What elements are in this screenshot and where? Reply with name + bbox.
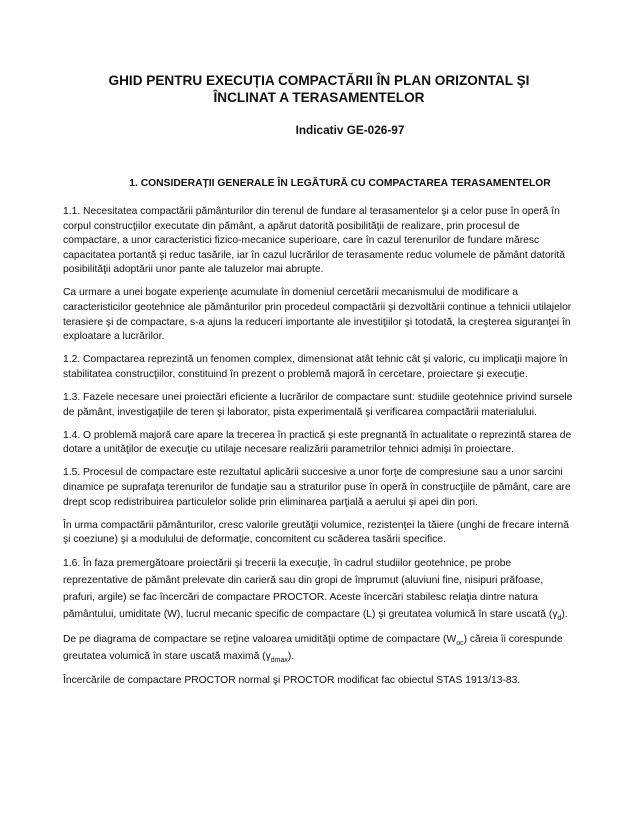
document-body [63,205,573,697]
gamma-symbol: γ [552,608,558,620]
paragraph-optimum-moisture [63,632,573,666]
title-line-2: ÎNCLINAT A TERASAMENTELOR [213,90,425,105]
optimum-moisture-text: De pe diagrama de compactare se reţine valoarea umidităţii optime de compactare (W [63,634,457,646]
w-subscript-oc: oc [456,640,464,648]
optimum-moisture-mid: ) căreia îi corespunde greutatea volumică în stare uscată maximă ( [63,634,563,662]
paragraph-1-4: 1.4. O problemă majoră care apare la trecerea în practică şi este pregnantă în actualitate o reprezintă starea de dotare a unităţilor de execuţie cu utilaje necesare realizării parametrilor tehnici admişi în proiectare. [63,429,572,456]
title-line-1: GHID PENTRU EXECUȚIA COMPACTĂRII ÎN PLAN ORIZONTAL ŞI [108,73,530,88]
paragraph-compaction-results: În urma compactării pământurilor, cresc valorile greutăţii volumice, rezistenţei la tăiere (unghi de frecare internă şi coeziune) şi a modulului de deformaţie, concomitent cu scăderea tasării specifice. [63,519,569,546]
paragraph-1-5: 1.5. Procesul de compactare este rezultatul aplicării succesive a unor forţe de compresiune sau a unor sarcini dinamice pe suprafaţa terenurilor de fundaţie sau a straturilor puse în operă în construcţiile de pământ, care are drept scop redistribuirea particulelor solide prin eliminarea parţială a aerului şi apei din pori. [63,467,571,508]
paragraph-1-2: 1.2. Compactarea reprezintă un fenomen complex, dimensionat atât tehnic cât şi valoric, cu implicaţii majore în stabilitatea construcţiilor, constituind în prezent o problemă majoră în cercetare, proiectare şi execuţie. [63,354,568,380]
paragraph-1-6 [63,556,573,623]
section-heading: 1. CONSIDERAȚII GENERALE ÎN LEGĂTURĂ CU COMPACTAREA TERASAMENTELOR [129,178,551,189]
document-indicativ: Indicativ GE-026-97 [295,123,405,137]
paragraph-1-6-text: 1.6. În faza premergătoare proiectării şi trecerii la execuţie, în cadrul studiilor geotehnice, pe probe reprezentative de pământ prelevate din carieră sau din gropi de împrumut (aluviuni fine, nisipuri prăfoase, prafuri, argile) se fac încercări de compactare PROCTOR. Aceste încercări stabilesc relaţia dintre natura pământului, umiditate (W), lucrul mecanic specific de compactare (L) şi greutatea volumică în stare uscată ( [63,558,553,620]
gamma-subscript-d: d [557,614,562,622]
gamma-subscript-dmax: dmax [270,656,288,664]
paragraph-1-1: 1.1. Necesitatea compactării pământurilor din terenul de fundare al terasamentelor şi a celor puse în operă în corpul construcţiilor executate din pământ, a apărut datorită posibilităţii de realizare, prin procesul de compactare, a unor caracteristici fizico-mecanice superioare, care în cazul terenurilor de fundare măresc capacitatea portantă şi reduc tasările, iar în cazul lucrărilor de terasamente reduc volumele de pământ datorită posibilităţii adoptării unor pante ale taluzelor mai abrupte. [63,206,565,276]
paragraph-1-6-end: ). [561,608,568,620]
document-title [80,72,558,106]
paragraph-1-3: 1.3. Fazele necesare unei proiectări eficiente a lucrărilor de compactare sunt: studiile geotehnice privind sursele de pământ, investigaţiile de teren şi laborator, pista experimentală şi verificarea compactării materialului. [63,392,573,418]
paragraph-experience: Ca urmare a unei bogate experienţe acumulate în domeniul cercetării mecanismului de modificare a caracteristicilor geotehnice ale pământurilor prin procedeul compactării şi dezvoltării continue a tehnicii utilajelor terasiere şi de compactare, s-a ajuns la reduceri importante ale investiţiilor şi totodată, la creşterea siguranţei în exploatare a lucrărilor. [63,287,572,343]
optimum-moisture-end: ). [287,650,295,662]
gamma-symbol-max: γ [265,650,271,662]
paragraph-proctor-stas: Încercările de compactare PROCTOR normal şi PROCTOR modificat fac obiectul STAS 1913/13-83. [63,675,521,687]
